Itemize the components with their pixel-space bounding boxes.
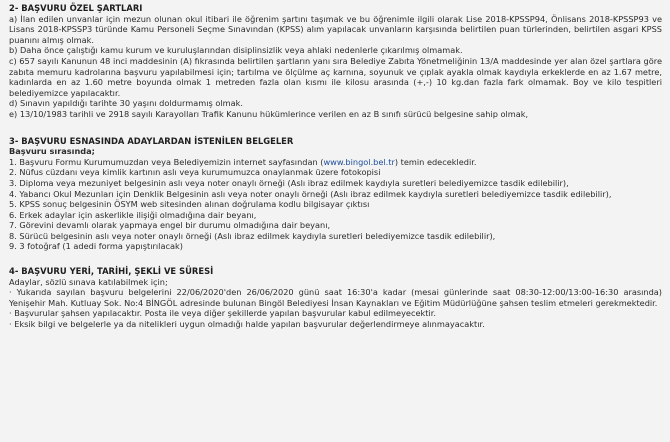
section-special-conditions bbox=[9, 3, 662, 120]
document-item-1 bbox=[9, 157, 662, 168]
document-item-7: 7. Görevini devamlı olarak yapmaya engel bir durumu olmadığına dair beyanı, bbox=[9, 220, 331, 231]
section-4-title: 4- BAŞVURU YERİ, TARİHİ, ŞEKLİ VE SÜRESİ bbox=[9, 266, 214, 277]
document-item-4: 4. Yabancı Okul Mezunları için Denklik Belgesinin aslı veya noter onaylı örneği (Aslı ibraz edilmek kaydıyla suretleri belediyemizce tasdik edilebilir), bbox=[9, 188, 612, 199]
section-3-subtitle: Başvuru sırasında; bbox=[9, 146, 95, 157]
document-item-1-pre: 1. Başvuru Formu Kurumumuzdan veya Belediyemizin internet sayfasından ( bbox=[9, 156, 324, 167]
document-item-2: 2. Nüfus cüzdanı veya kimlik kartının aslı veya kurumumuzca onaylanmak üzere fotokopisi bbox=[9, 167, 381, 178]
document-item-5: 5. KPSS sonuç belgesinin ÖSYM web sitesinden alınan doğrulama kodlu bilgisayar çıktısı bbox=[9, 199, 370, 210]
application-rule-3: · Eksik bilgi ve belgelerle ya da nitelikleri uygun olmadığı halde yapılan başvurular değerlendirmeye alınmayacaktır. bbox=[9, 319, 485, 330]
document-item-3: 3. Diploma veya mezuniyet belgesinin aslı veya noter onaylı örneği (Aslı ibraz edilmek kaydıyla suretleri belediyemizce tasdik edilebilir), bbox=[9, 177, 569, 188]
section-required-documents bbox=[9, 136, 662, 253]
condition-d: d) Sınavın yapıldığı tarihte 30 yaşını doldurmamış olmak. bbox=[9, 98, 243, 109]
document-item-8: 8. Sürücü belgesinin aslı veya noter onaylı örneği (Aslı ibraz edilmek kaydıyla suretleri belediyemizce tasdik edilebilir), bbox=[9, 230, 496, 241]
condition-a: a) İlan edilen unvanlar için mezun olunan okul itibari ile öğrenim şartını taşımak ve bu öğrenimle ilgili olarak Lise 2018-KPSSP94, Önlisans 2018-KPSSP93 ve Lisans 2018-KPSSP3 türünde Kamu Personeli Seçme Sınavından (KPSS) alım yapılacak unvanların karşısında belirtilen puan türlerinden, belirtilen asgari KPSS puanını almış olmak. bbox=[9, 13, 662, 45]
document-item-1-post: ) temin edecekledir. bbox=[394, 156, 477, 167]
website-link[interactable]: www.bingol.bel.tr bbox=[323, 156, 395, 167]
condition-e: e) 13/10/1983 tarihli ve 2918 sayılı Karayolları Trafik Kanunu hükümlerince verilen en az B sınıfı sürücü belgesine sahip olmak, bbox=[9, 108, 529, 119]
application-rule-1: · Yukarıda sayılan başvuru belgelerini 22/06/2020'den 26/06/2020 günü saat 16:30'a kadar (mesai günlerinde saat 08:30-12:00/13:00-16:30 arasında) Yenişehir Mah. Kutluay Sok. No:4 BİNGÖL adresinde bulunan Bingöl Belediyesi İnsan Kaynakları ve Eğitim Müdürlüğüne şahsen teslim etmeleri gerekmektedir. bbox=[9, 287, 662, 308]
document-item-6: 6. Erkek adaylar için askerlikle ilişiği olmadığına dair beyanı, bbox=[9, 209, 257, 220]
section-2-title: 2- BAŞVURU ÖZEL ŞARTLARI bbox=[9, 3, 143, 13]
condition-b: b) Daha önce çalıştığı kamu kurum ve kuruluşlarından disiplinsizlik veya ahlaki nedenlerle çıkarılmış olmamak. bbox=[9, 45, 463, 56]
document-item-9: 9. 3 fotoğraf (1 adedi forma yapıştırılacak) bbox=[9, 241, 183, 252]
section-3-title: 3- BAŞVURU ESNASINDA ADAYLARDAN İSTENİLEN BELGELER bbox=[9, 135, 294, 146]
application-rule-2: · Başvurular şahsen yapılacaktır. Posta ile veya diğer şekillerde yapılan başvurular kabul edilmeyecektir. bbox=[9, 308, 436, 319]
section-application-details bbox=[9, 266, 662, 330]
condition-c: c) 657 sayılı Kanunun 48 inci maddesinin (A) fıkrasında belirtilen şartların yanı sıra Belediye Zabıta Yönetmeliğinin 13/A maddesinde yer alan özel şartlara göre zabıta memuru kadrolarına başvuru yapılabilmesi için; tartılma ve ölçülme aç karnına, soyunuk ve çıplak ayakla olmak kaydıyla erkeklerde en az 1.67 metre, kadınlarda en az 1.60 metre boyunda olmak 1 metreden fazla olan kısmı ile kilosu arasında (+,-) 10 kg.dan fazla fark olmamak. Boy ve kilo tespitleri belediyemizce yapılacaktır. bbox=[9, 55, 662, 98]
application-intro: Adaylar, sözlü sınava katılabilmek için; bbox=[9, 276, 168, 287]
